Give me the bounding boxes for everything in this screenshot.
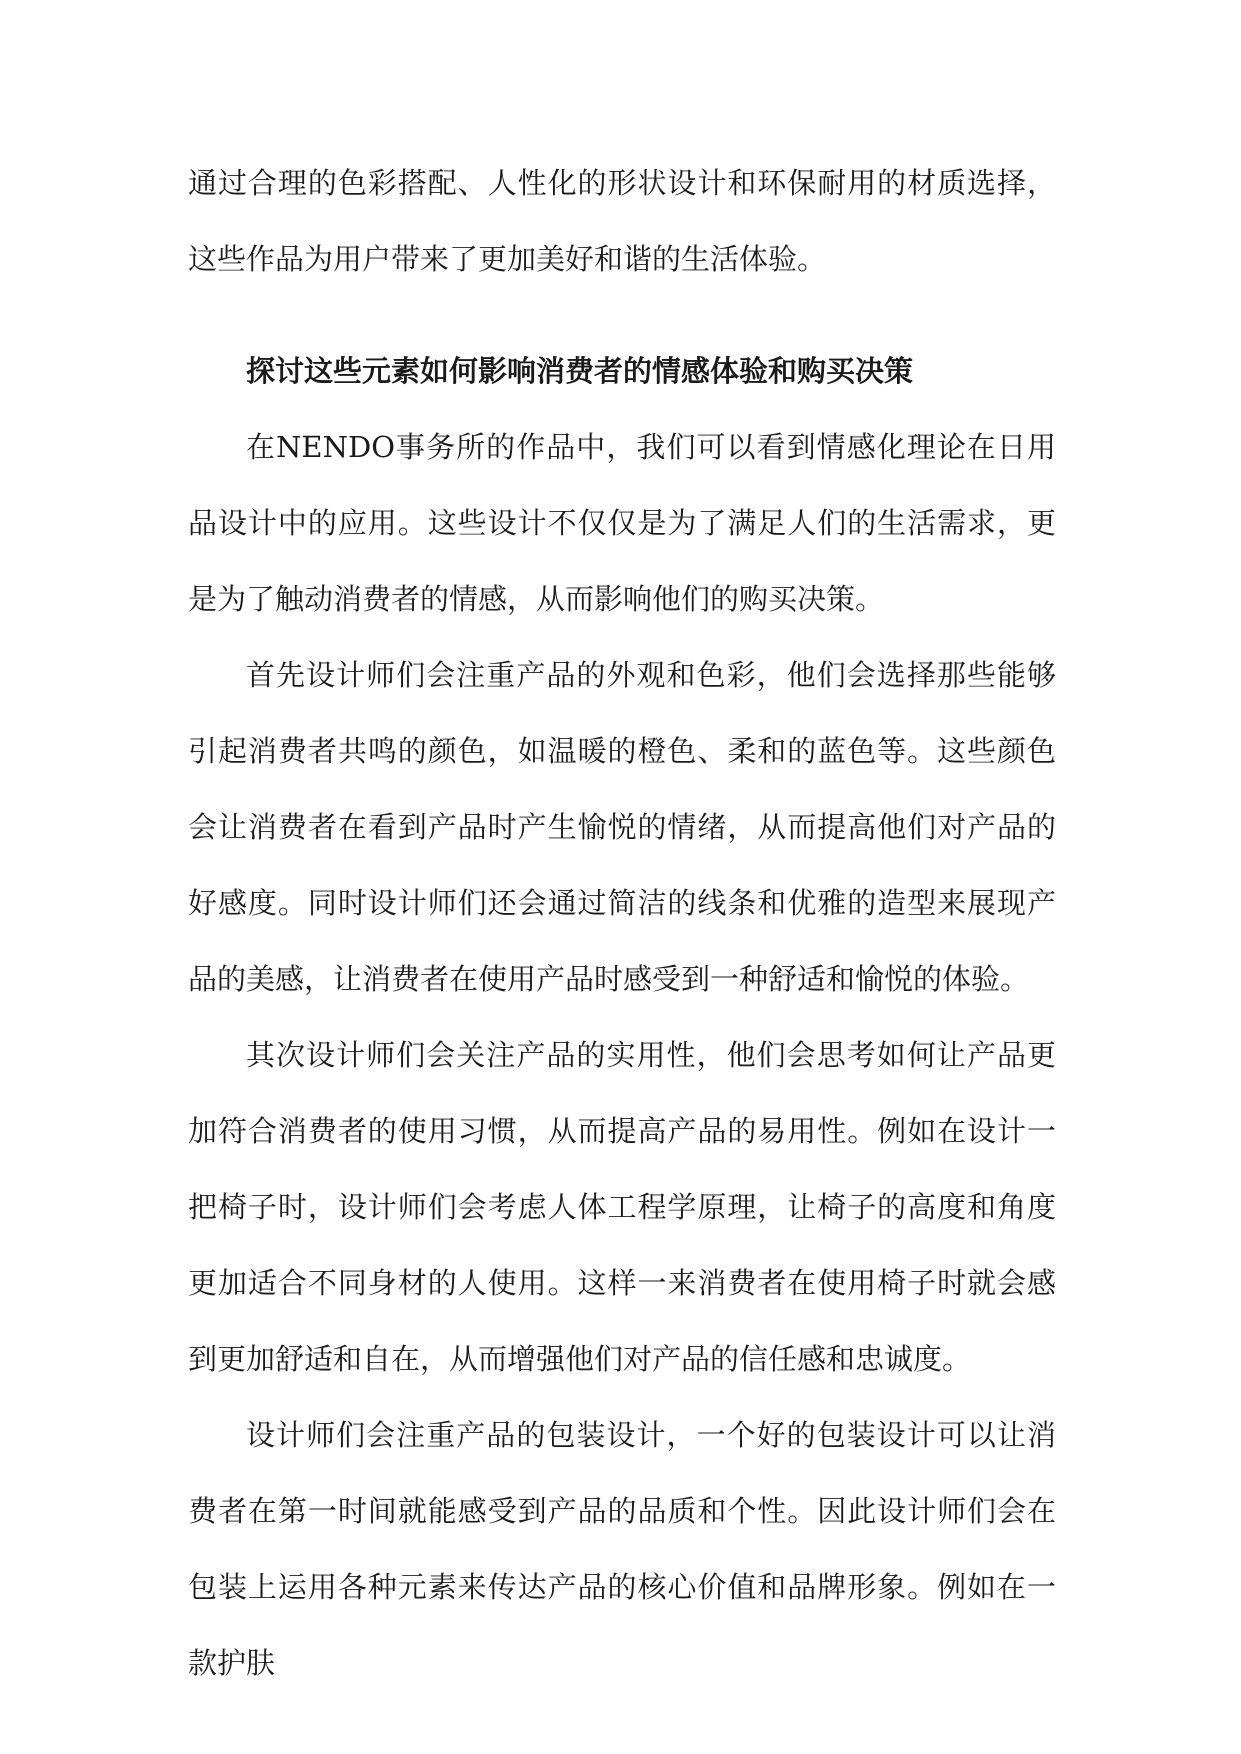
section-heading: 探讨这些元素如何影响消费者的情感体验和购买决策 [246, 354, 914, 388]
paragraph-4: 设计师们会注重产品的包装设计，一个好的包装设计可以让消费者在第一时间就能感受到产品的品质和个性。因此设计师们会在包装上运用各种元素来传达产品的核心价值和品牌形象。例如在一款护肤 [188, 1418, 1056, 1680]
continued-paragraph: 通过合理的色彩搭配、人性化的形状设计和环保耐用的材质选择，这些作品为用户带来了更加美好和谐的生活体验。 [188, 166, 1056, 276]
paragraph-3: 其次设计师们会关注产品的实用性，他们会思考如何让产品更加符合消费者的使用习惯，从而提高产品的易用性。例如在设计一把椅子时，设计师们会考虑人体工程学原理，让椅子的高度和角度更加适合不同身材的人使用。这样一来消费者在使用椅子时就会感到更加舒适和自在，从而增强他们对产品的信任感和忠诚度。 [188, 1038, 1056, 1376]
paragraph-1: 在NENDO事务所的作品中，我们可以看到情感化理论在日用品设计中的应用。这些设计不仅仅是为了满足人们的生活需求，更是为了触动消费者的情感，从而影响他们的购买决策。 [188, 430, 1056, 616]
document-body [188, 145, 1056, 1701]
paragraph-2: 首先设计师们会注重产品的外观和色彩，他们会选择那些能够引起消费者共鸣的颜色，如温暖的橙色、柔和的蓝色等。这些颜色会让消费者在看到产品时产生愉悦的情绪，从而提高他们对产品的好感度。同时设计师们还会通过简洁的线条和优雅的造型来展现产品的美感，让消费者在使用产品时感受到一种舒适和愉悦的体验。 [188, 658, 1056, 996]
